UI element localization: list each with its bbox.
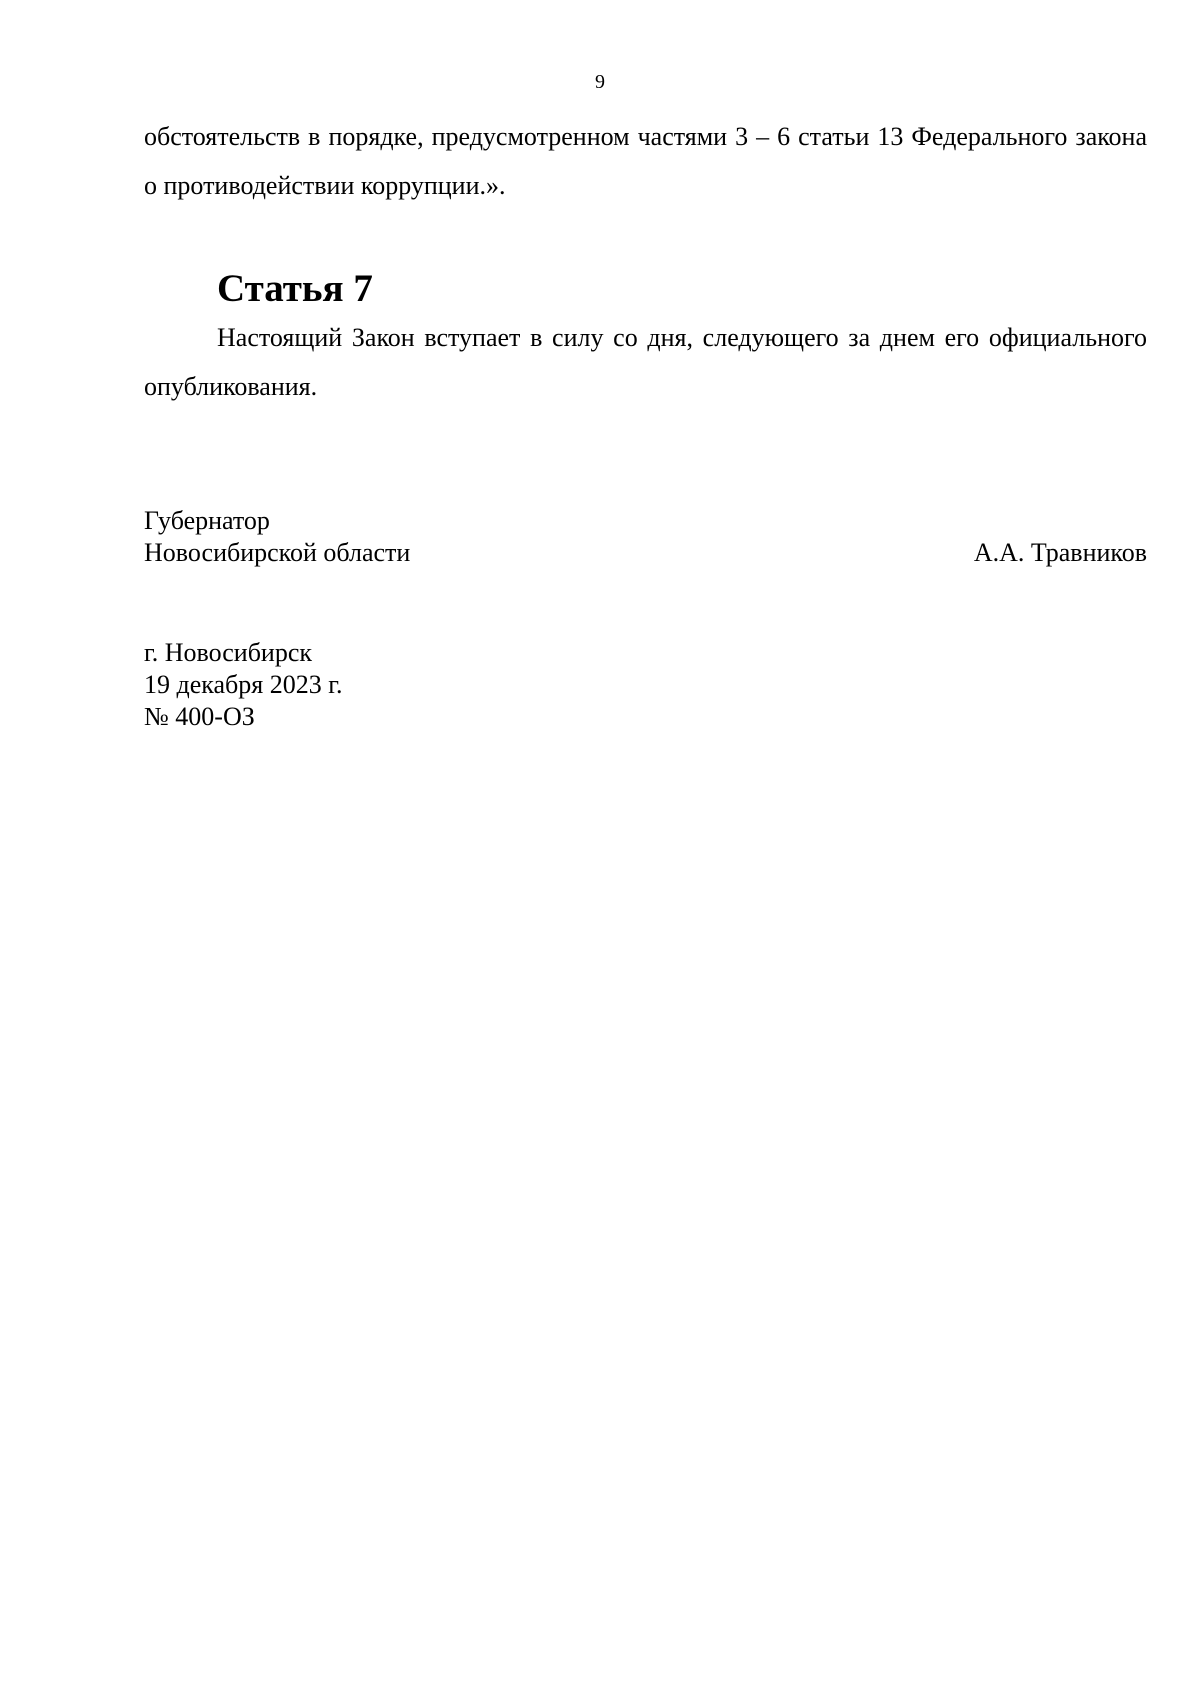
page-number: 9 bbox=[595, 71, 605, 93]
article-heading: Статья 7 bbox=[217, 267, 373, 310]
city: г. Новосибирск bbox=[144, 638, 313, 667]
article-paragraph: Настоящий Закон вступает в силу со дня, следующего за днем его официального опубликования. bbox=[144, 323, 1147, 401]
signatory-title-line2: Новосибирской области bbox=[144, 538, 411, 567]
document-body bbox=[144, 112, 1147, 411]
date: 19 декабря 2023 г. bbox=[144, 670, 343, 699]
place-date-block bbox=[144, 637, 342, 733]
law-number: № 400-ОЗ bbox=[144, 702, 255, 731]
continuation-paragraph: обстоятельств в порядке, предусмотренном частями 3 – 6 статьи 13 Федерального закона о противодействии коррупции.». bbox=[144, 122, 1147, 200]
signatory-title-line1: Губернатор bbox=[144, 506, 270, 535]
signature-row bbox=[144, 537, 1147, 569]
signatory-name: А.А. Травников bbox=[973, 538, 1147, 567]
signature-block bbox=[144, 505, 1147, 569]
